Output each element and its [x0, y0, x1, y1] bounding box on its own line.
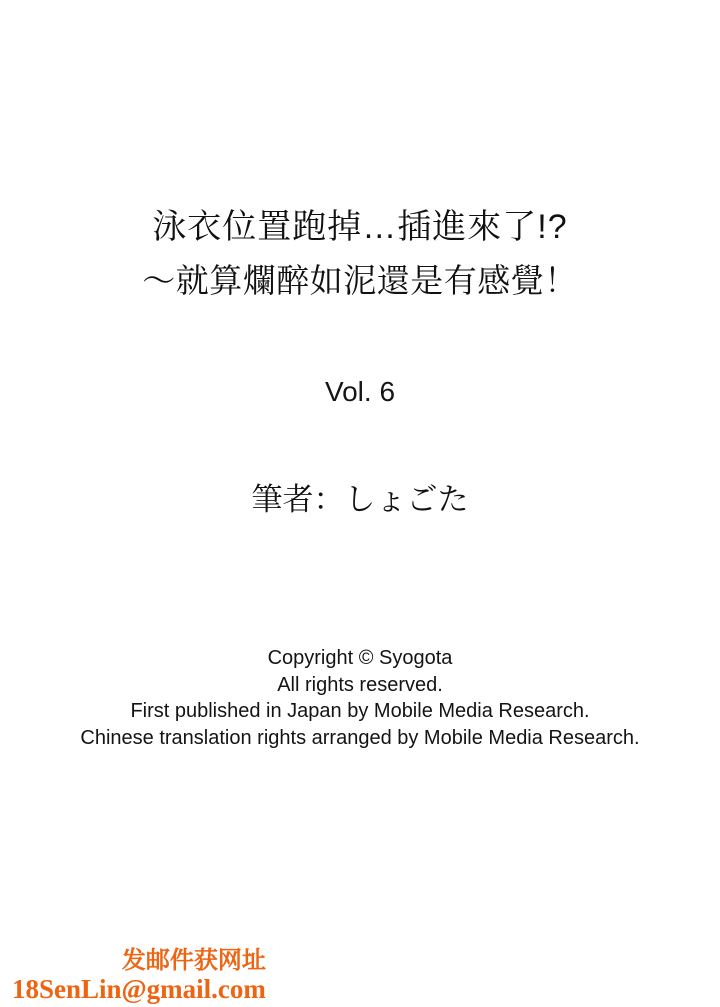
- book-title-line2: ～就算爛醉如泥還是有感覺！: [142, 262, 578, 299]
- copyright-line-translation: Chinese translation rights arranged by Mobile Media Research.: [80, 726, 640, 749]
- watermark-block: [12, 947, 266, 1004]
- title-block: [0, 200, 720, 308]
- volume-label: Vol. 6: [324, 376, 396, 407]
- copyright-block: [0, 645, 720, 751]
- copyright-line-rights: All rights reserved.: [277, 673, 443, 696]
- copyright-line-holder: Copyright © Syogota: [267, 647, 453, 669]
- author-line: 筆者：しょごた: [251, 482, 469, 517]
- watermark-note: 发邮件获网址: [121, 948, 266, 974]
- watermark-email: 18SenLin@gmail.com: [12, 974, 266, 1004]
- copyright-line-publisher: First published in Japan by Mobile Media Research.: [130, 700, 590, 722]
- book-title-line1: 泳衣位置跑掉…插進來了!?: [152, 208, 568, 246]
